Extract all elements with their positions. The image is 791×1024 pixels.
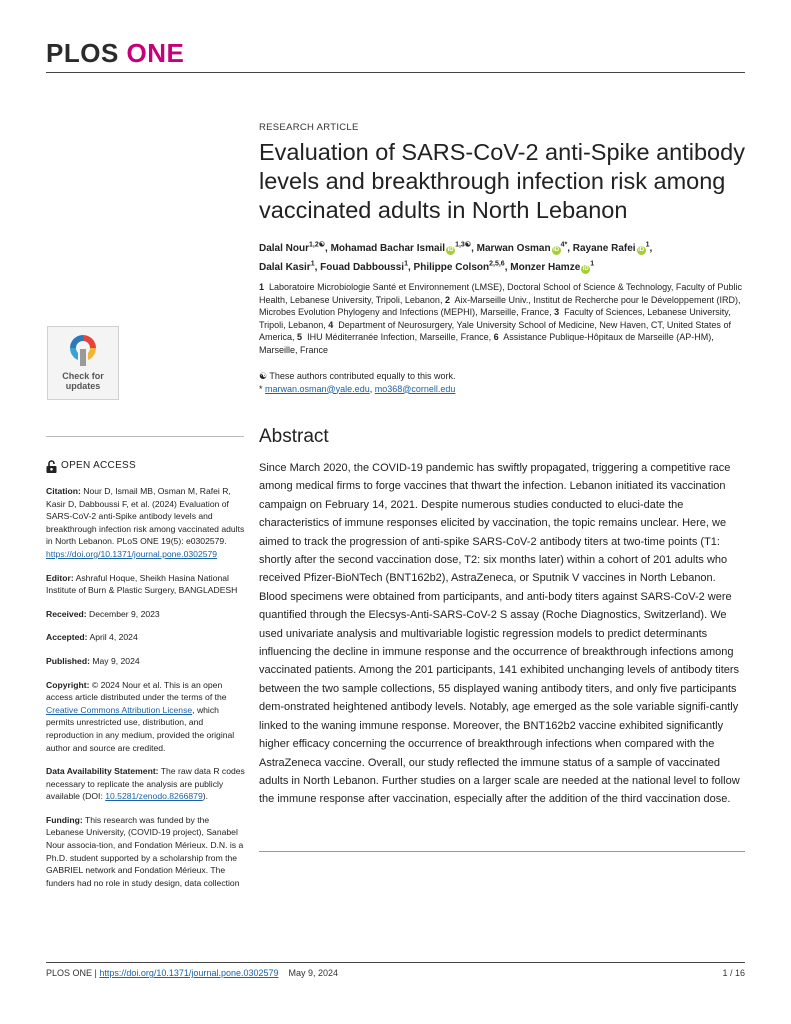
corresponding-emails: [259, 383, 745, 396]
header-divider: [46, 72, 745, 73]
footer-journal: PLOS ONE: [46, 968, 93, 978]
open-access-label: [46, 460, 246, 473]
author-entry: [320, 262, 413, 273]
abstract-divider: [259, 851, 745, 852]
copyright-label: Copyright:: [46, 679, 90, 690]
author-name[interactable]: Philippe Colson: [413, 262, 490, 274]
email-link-yale[interactable]: marwan.osman@yale.edu: [265, 383, 370, 394]
affiliation-number: 1: [259, 282, 265, 292]
journal-logo[interactable]: [46, 38, 184, 69]
email-separator: ,: [369, 383, 375, 394]
accepted-block: [46, 631, 246, 644]
footer-doi-link[interactable]: https://doi.org/10.1371/journal.pone.0302579: [99, 968, 279, 978]
sidebar-divider: [46, 436, 244, 437]
cc-license-link[interactable]: Creative Commons Attribution License: [46, 704, 193, 715]
editor-label: Editor:: [46, 572, 74, 583]
funding-label: Funding:: [46, 814, 83, 825]
affiliation-text: Aix-Marseille Univ., Institut de Recherche pour le Développement (IRD), Microbes Evolution Phylogeny and Infections (MEPHI), Marseille, France,: [259, 294, 741, 318]
badge-line-2: updates: [65, 381, 101, 391]
journal-logo-one: ONE: [126, 38, 185, 68]
abstract-heading: Abstract: [259, 426, 329, 447]
crossmark-icon: [68, 333, 98, 369]
open-access-text: OPEN ACCESS: [61, 460, 136, 472]
author-separator: ,: [314, 262, 321, 274]
data-availability-text-2: ).: [202, 791, 208, 802]
affiliation-text: Assistance Publique-Hôpitaux de Marseille (AP-HM), Marseille, France: [259, 332, 714, 355]
author-name[interactable]: Monzer Hamze: [510, 262, 581, 274]
copyright-text-2: , which permits unrestricted use, distribution, and reproduction in any medium, provided the original author and source are credited.: [46, 704, 235, 753]
received-label: Received:: [46, 608, 87, 619]
author-separator: ,: [407, 262, 414, 274]
copyright-text-1: © 2024 Nour et al. This is an open access article distributed under the terms of the: [46, 679, 227, 703]
abstract-text: Since March 2020, the COVID-19 pandemic has swiftly propagated, triggering a competitive race among medical firms to forge vaccines that thwart the infection. Lebanon initiated its vaccination campaign on February 14, 2021. Despite numerous studies conducted to eluci-date the characteristics of immune responses elicited by vaccination, the topic remains unclear. Here, we aimed to track the progression of anti-spike SARS-CoV-2 antibody titers at two-time points (T1: shortly after the second vaccination dose, T2: six months later) within a cohort of 201 adults who received Pfizer-BioNTech (BNT162b2), AstraZeneca, or Sputnik V vaccines in North Lebanon. Blood specimens were obtained from participants, and anti-body titers against SARS-CoV-2 were quantified through the Elecsys-Anti-SARS-CoV-2 S assay (Roche Diagnostics, Switzerland). We used univariate analysis and multivariable logistic regression models to predict determinants influencing the decline in immune response and the occurrence of breakthrough infections among vaccinated patients. Among the 201 participants, 141 exhibited unchanging levels of antibody titers between the two sample collections, 55 displayed waning antibody titers, and only five participants dem-onstrated heightened antibody levels. Notably, age emerged as the sole variable signifi-cantly linked to the waning immune response. Moreover, the BNT162b2 vaccine exhibited significantly higher efficacy concerning the occurrence of breakthrough infections when compared with the AstraZeneca vaccine. Overall, our study reflected the immune status of a sample of vaccinated adults in North Lebanon. Further studies on a larger scale are needed at the national level to follow the immune response after vaccination, especially after the addition of the third vaccination dose.: [259, 462, 740, 806]
copyright-block: [46, 679, 246, 755]
author-affiliation-marker: 2,5,6: [489, 260, 505, 268]
affiliation-number: 5: [297, 332, 303, 343]
author-entry: [510, 262, 594, 273]
corresponding-mark: *: [259, 383, 266, 394]
author-entry: [477, 243, 573, 254]
author-name[interactable]: Dalal Nour: [259, 243, 310, 255]
footer-date: May 9, 2024: [288, 968, 339, 978]
received-block: [46, 608, 246, 621]
affiliation-text: Laboratoire Microbiologie Santé et Environnement (LMSE), Doctoral School of Science & Technology, Faculty of Public Health, Lebanese University, Tripoli, Lebanon,: [259, 282, 742, 305]
editor-text: Ashraful Hoque, Sheikh Hasina National Institute of Burn & Plastic Surgery, BANGLADESH: [46, 572, 238, 596]
journal-logo-plos: PLOS: [46, 38, 119, 68]
citation-text: Nour D, Ismail MB, Osman M, Rafei R, Kasir D, Dabboussi F, et al. (2024) Evaluation of SARS-CoV-2 anti-Spike antibody levels and breakthrough infection risk among vaccinated adults in North Lebanon. PLoS ONE 19(5): e0302579.: [46, 486, 245, 547]
author-entry: [259, 243, 331, 254]
published-block: [46, 655, 246, 668]
published-date: May 9, 2024: [92, 655, 140, 666]
data-doi-link[interactable]: 10.5281/zenodo.8266879: [105, 791, 203, 802]
open-lock-icon: [46, 460, 57, 473]
author-affiliation-marker: 1: [404, 260, 408, 268]
author-affiliation-marker: 1,3☯: [455, 242, 472, 249]
author-list: [259, 238, 745, 276]
accepted-label: Accepted:: [46, 632, 88, 643]
author-separator: ,: [471, 243, 477, 255]
author-separator: ,: [504, 262, 511, 274]
author-notes: [259, 370, 745, 395]
author-name[interactable]: Dalal Kasir: [259, 262, 311, 274]
citation-block: [46, 485, 246, 561]
published-label: Published:: [46, 655, 90, 666]
author-name[interactable]: Marwan Osman: [476, 243, 551, 255]
received-date: December 9, 2023: [89, 608, 160, 619]
affiliation-item: [297, 332, 494, 342]
email-link-cornell[interactable]: mo368@cornell.edu: [374, 383, 456, 394]
page-footer: [46, 968, 745, 978]
author-separator: ,: [567, 243, 573, 255]
author-name[interactable]: Fouad Dabboussi: [320, 262, 405, 274]
article-title: Evaluation of SARS-CoV-2 anti-Spike antibody levels and breakthrough infection risk among vaccinated adults in North Lebanon: [259, 139, 745, 223]
equal-contribution-note: ☯ These authors contributed equally to this work.: [259, 371, 456, 381]
affiliation-number: 2: [444, 294, 450, 305]
affiliation-text: Department of Neurosurgery, Yale University School of Medicine, New Haven, CT, United States of America,: [259, 319, 731, 343]
author-affiliation-marker: 1: [645, 242, 650, 249]
funding-text: This research was funded by the Lebanese University, (COVID-19 project), Sanabel Nour associa-tion, and Fondation Mérieux. D.N. is a Ph.D. student supported by a scholarship from the GABRIEL network and Fondation Mérieux. The funders had no role in study design, data collection: [46, 814, 244, 888]
author-affiliation-marker: 1: [590, 260, 595, 268]
accepted-date: April 4, 2024: [89, 632, 138, 643]
article-type: RESEARCH ARTICLE: [259, 122, 359, 133]
author-affiliation-marker: 4*: [560, 242, 568, 249]
citation-doi-link[interactable]: https://doi.org/10.1371/journal.pone.0302579: [46, 548, 218, 559]
data-availability-text-1: The raw data R codes necessary to replicate the analysis are publicly available (DOI:: [46, 766, 245, 802]
affiliation-text: Faculty of Sciences, Lebanese University, Tripoli, Lebanon,: [259, 307, 731, 330]
editor-block: [46, 572, 246, 597]
author-name[interactable]: Rayane Rafei: [572, 243, 636, 255]
author-entry: [259, 262, 320, 273]
affiliation-number: 3: [554, 307, 560, 318]
page-number: 1 / 16: [722, 968, 745, 978]
author-separator: ,: [649, 243, 653, 255]
author-entry: [573, 243, 653, 254]
data-availability-label: Data Availability Statement:: [46, 766, 159, 777]
affiliation-number: 4: [328, 319, 334, 330]
data-availability-block: [46, 765, 246, 803]
orcid-icon[interactable]: iD: [553, 247, 560, 254]
citation-label: Citation:: [46, 486, 81, 496]
funding-block: [46, 814, 246, 890]
author-name[interactable]: Mohamad Bachar Ismail: [330, 243, 446, 255]
orcid-icon[interactable]: iD: [638, 247, 645, 254]
author-entry: [331, 243, 477, 254]
author-affiliation-marker: 1: [310, 260, 315, 268]
affiliation-text: IHU Méditerranée Infection, Marseille, France,: [307, 332, 492, 343]
affiliation-number: 6: [493, 332, 499, 343]
check-for-updates-badge[interactable]: [47, 326, 119, 400]
author-entry: [414, 262, 511, 273]
badge-line-1: Check for: [62, 371, 104, 381]
orcid-icon[interactable]: iD: [447, 247, 454, 254]
footer-separator: |: [92, 968, 100, 978]
article-info-sidebar: [46, 460, 246, 900]
orcid-icon[interactable]: iD: [582, 266, 589, 273]
author-separator: ,: [325, 243, 331, 255]
author-affiliation-marker: 1,2☯: [309, 242, 326, 249]
footer-divider: [46, 962, 745, 963]
affiliations: [259, 281, 745, 357]
